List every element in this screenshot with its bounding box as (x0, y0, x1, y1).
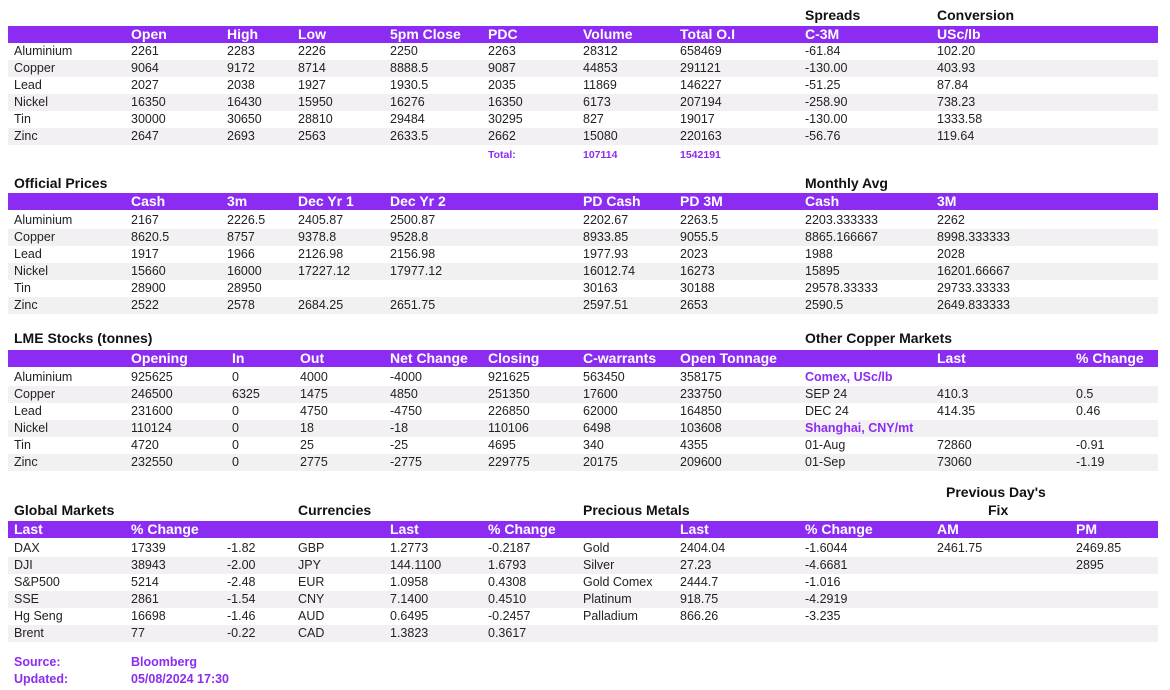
official-cell: 9378.8 (298, 230, 337, 244)
stocks-cell: 4720 (131, 438, 159, 452)
official-cell: 8998.333333 (937, 230, 1010, 244)
official-col-header: 3m (227, 193, 248, 209)
market-cell: 102.20 (937, 44, 976, 58)
global-col-header-change: % Change (131, 521, 199, 537)
currency-last: 0.6495 (390, 609, 429, 623)
official-col-header: PD 3M (680, 193, 723, 209)
market-cell: 403.93 (937, 61, 976, 75)
precious-col-header-last: Last (680, 521, 709, 537)
total-label: Total: (488, 149, 516, 161)
updated-value: 05/08/2024 17:30 (131, 672, 230, 686)
market-cell: 1927 (298, 78, 326, 92)
stocks-cell: 62000 (583, 404, 618, 418)
stocks-cell: 4695 (488, 438, 516, 452)
market-col-header: USc/lb (937, 26, 981, 42)
market-cell: 8888.5 (390, 61, 429, 75)
index-change: -1.46 (227, 609, 256, 623)
copper-change: 0.5 (1076, 387, 1094, 401)
market-col-header: Total O.I (680, 26, 735, 42)
metal-name: Lead (14, 247, 42, 261)
market-cell: 827 (583, 112, 604, 126)
stocks-cell: 226850 (488, 404, 530, 418)
market-cell: -56.76 (805, 129, 841, 143)
market-cell: 9087 (488, 61, 516, 75)
stocks-cell: 233750 (680, 387, 722, 401)
metal-name: Tin (14, 438, 31, 452)
market-cell: 44853 (583, 61, 618, 75)
precious-metals-title: Precious Metals (583, 502, 690, 518)
stocks-cell: 0 (232, 370, 239, 384)
official-cell: 1917 (131, 247, 159, 261)
stocks-cell: 0 (232, 421, 239, 435)
metal-name: Zinc (14, 455, 38, 469)
stocks-cell: 563450 (583, 370, 625, 384)
official-cell: 16273 (680, 264, 715, 278)
official-cell: 2156.98 (390, 247, 436, 261)
official-cell: 16201.66667 (937, 264, 1010, 278)
market-cell: 2563 (298, 129, 326, 143)
market-cell: 16430 (227, 95, 262, 109)
official-col-header: PD Cash (583, 193, 641, 209)
currency-code: CNY (298, 592, 325, 606)
metal-name: Nickel (14, 421, 49, 435)
official-cell: 1966 (227, 247, 255, 261)
official-cell: 2590.5 (805, 298, 844, 312)
copper-contract: SEP 24 (805, 387, 848, 401)
stocks-cell: 4355 (680, 438, 708, 452)
market-cell: 87.84 (937, 78, 969, 92)
precious-change: -3.235 (805, 609, 841, 623)
metal-name: Copper (14, 61, 55, 75)
official-cell: 30188 (680, 281, 715, 295)
precious-name: Platinum (583, 592, 632, 606)
bottom-row (8, 625, 1158, 642)
other-copper-title: Other Copper Markets (805, 330, 953, 346)
stocks-col-header: Opening (131, 350, 188, 366)
index-change: -1.54 (227, 592, 256, 606)
market-cell: -130.00 (805, 61, 848, 75)
stocks-cell: 110124 (131, 421, 172, 435)
stocks-cell: 6498 (583, 421, 611, 435)
fix-am: 2461.75 (937, 541, 983, 555)
market-cell: 28312 (583, 44, 618, 58)
market-cell: 2261 (131, 44, 159, 58)
market-cell: 146227 (680, 78, 722, 92)
currency-change: -0.2187 (488, 541, 531, 555)
official-cell: 2126.98 (298, 247, 344, 261)
official-prices-title: Official Prices (14, 175, 108, 191)
index-last: 16698 (131, 609, 166, 623)
currency-code: CAD (298, 626, 325, 640)
fix-col-header-pm: PM (1076, 521, 1097, 537)
currency-change: 0.4308 (488, 575, 527, 589)
official-cell: 17227.12 (298, 264, 351, 278)
copper-contract: 01-Sep (805, 455, 846, 469)
global-col-header-name: Last (14, 521, 43, 537)
official-cell: 2405.87 (298, 213, 344, 227)
index-last: 38943 (131, 558, 166, 572)
market-cell: 8714 (298, 61, 326, 75)
index-name: SSE (14, 592, 40, 606)
official-cell: 2578 (227, 298, 255, 312)
copper-last: 410.3 (937, 387, 969, 401)
copper-market-heading: Comex, USc/lb (805, 370, 893, 384)
copper-contract: DEC 24 (805, 404, 849, 418)
index-change: -1.82 (227, 541, 256, 555)
prev-fix-title-line2: Fix (988, 502, 1009, 518)
stocks-col-header: C-warrants (583, 350, 657, 366)
market-cell: 2226 (298, 44, 326, 58)
market-cell: 2283 (227, 44, 255, 58)
official-cell: 29578.33333 (805, 281, 878, 295)
source-label: Source: (14, 655, 61, 669)
market-cell: 2263 (488, 44, 516, 58)
official-cell: 9055.5 (680, 230, 719, 244)
currency-change: 0.4510 (488, 592, 527, 606)
currency-col-header-change: % Change (488, 521, 556, 537)
precious-change: -4.6681 (805, 558, 848, 572)
market-cell: 1930.5 (390, 78, 429, 92)
market-cell: -51.25 (805, 78, 841, 92)
stocks-cell: 4850 (390, 387, 418, 401)
stocks-cell: 1475 (300, 387, 328, 401)
market-cell: 15080 (583, 129, 618, 143)
currency-change: 1.6793 (488, 558, 527, 572)
stocks-cell: 232550 (131, 455, 173, 469)
monthly-avg-title: Monthly Avg (805, 175, 888, 191)
fix-pm: 2469.85 (1076, 541, 1122, 555)
currency-last: 1.0958 (390, 575, 429, 589)
market-col-header: Open (131, 26, 167, 42)
precious-change: -4.2919 (805, 592, 848, 606)
currency-change: -0.2457 (488, 609, 531, 623)
index-name: Hg Seng (14, 609, 63, 623)
stocks-cell: -25 (390, 438, 409, 452)
metal-name: Tin (14, 281, 31, 295)
market-cell: 30295 (488, 112, 523, 126)
stocks-cell: -4750 (390, 404, 422, 418)
market-cell: -61.84 (805, 44, 841, 58)
stocks-cell: 103608 (680, 421, 722, 435)
official-cell: 8620.5 (131, 230, 170, 244)
market-cell: 220163 (680, 129, 722, 143)
stocks-cell: 251350 (488, 387, 530, 401)
official-cell: 29733.33333 (937, 281, 1010, 295)
copper-last: 73060 (937, 455, 972, 469)
stocks-cell: 4000 (300, 370, 328, 384)
copper-change: -0.91 (1076, 438, 1105, 452)
market-cell: 2647 (131, 129, 159, 143)
precious-col-header-change: % Change (805, 521, 873, 537)
stocks-cell: 925625 (131, 370, 173, 384)
index-last: 2861 (131, 592, 159, 606)
market-cell: 16276 (390, 95, 425, 109)
official-cell: 2202.67 (583, 213, 629, 227)
official-col-header: Dec Yr 1 (298, 193, 354, 209)
official-cell: 2649.833333 (937, 298, 1010, 312)
updated-label: Updated: (14, 672, 69, 686)
global-markets-title: Global Markets (14, 502, 115, 518)
stocks-cell: 340 (583, 438, 604, 452)
stocks-col-header: In (232, 350, 245, 366)
index-name: DJI (14, 558, 33, 572)
market-col-header: 5pm Close (390, 26, 461, 42)
metal-name: Zinc (14, 298, 38, 312)
market-cell: 1333.58 (937, 112, 983, 126)
official-cell: 2651.75 (390, 298, 436, 312)
official-cell: 16000 (227, 264, 262, 278)
precious-last: 2404.04 (680, 541, 726, 555)
official-cell: 15660 (131, 264, 166, 278)
fix-col-header-am: AM (937, 521, 959, 537)
market-cell: 28810 (298, 112, 333, 126)
index-last: 5214 (131, 575, 159, 589)
market-cell: 738.23 (937, 95, 976, 109)
copper-change: -1.19 (1076, 455, 1105, 469)
stocks-col-header: Open Tonnage (680, 350, 777, 366)
stocks-cell: 17600 (583, 387, 618, 401)
stocks-cell: 246500 (131, 387, 173, 401)
official-cell: 2500.87 (390, 213, 436, 227)
currency-last: 7.1400 (390, 592, 429, 606)
official-cell: 15895 (805, 264, 840, 278)
official-col-header: Cash (131, 193, 166, 209)
stocks-cell: 0 (232, 438, 239, 452)
stocks-cell: 0 (232, 404, 239, 418)
official-cell: 2522 (131, 298, 159, 312)
stocks-cell: -4000 (390, 370, 422, 384)
market-cell: 291121 (680, 61, 721, 75)
market-cell: 2038 (227, 78, 255, 92)
official-cell: 28950 (227, 281, 262, 295)
market-cell: 29484 (390, 112, 425, 126)
market-col-header: C-3M (805, 26, 840, 42)
stocks-cell: 921625 (488, 370, 530, 384)
market-cell: 16350 (131, 95, 166, 109)
official-cell: 2653 (680, 298, 708, 312)
market-col-header: Low (298, 26, 326, 42)
market-col-header: PDC (488, 26, 518, 42)
stocks-cell: 110106 (488, 421, 529, 435)
market-cell: -258.90 (805, 95, 848, 109)
fix-pm: 2895 (1076, 558, 1104, 572)
market-cell: 9064 (131, 61, 159, 75)
metal-name: Lead (14, 78, 42, 92)
conversion-heading: Conversion (937, 7, 1015, 23)
market-cell: 2035 (488, 78, 516, 92)
precious-last: 27.23 (680, 558, 712, 572)
stocks-cell: 358175 (680, 370, 722, 384)
currency-code: JPY (298, 558, 321, 572)
official-cell: 9528.8 (390, 230, 429, 244)
index-change: -2.00 (227, 558, 256, 572)
currency-code: EUR (298, 575, 325, 589)
official-cell: 2226.5 (227, 213, 266, 227)
official-col-header: Cash (805, 193, 840, 209)
market-cell: -130.00 (805, 112, 848, 126)
copper-contract: 01-Aug (805, 438, 846, 452)
official-cell: 2684.25 (298, 298, 344, 312)
stocks-cell: 209600 (680, 455, 722, 469)
copper-last: 72860 (937, 438, 972, 452)
stocks-cell: 20175 (583, 455, 618, 469)
precious-name: Palladium (583, 609, 638, 623)
market-cell: 30000 (131, 112, 166, 126)
market-col-header: High (227, 26, 259, 42)
stocks-cell: 229775 (488, 455, 530, 469)
market-cell: 6173 (583, 95, 611, 109)
currency-last: 1.3823 (390, 626, 429, 640)
metal-name: Nickel (14, 264, 49, 278)
metal-name: Tin (14, 112, 31, 126)
stocks-cell: 18 (300, 421, 314, 435)
metal-name: Copper (14, 387, 55, 401)
index-name: DAX (14, 541, 40, 555)
official-cell: 8757 (227, 230, 255, 244)
market-cell: 16350 (488, 95, 523, 109)
market-cell: 2027 (131, 78, 159, 92)
precious-change: -1.016 (805, 575, 841, 589)
stocks-cell: -2775 (390, 455, 422, 469)
source-value: Bloomberg (131, 655, 197, 669)
official-cell: 17977.12 (390, 264, 443, 278)
index-name: Brent (14, 626, 44, 640)
lme-stocks-title: LME Stocks (tonnes) (14, 330, 153, 346)
market-cell: 119.64 (937, 129, 975, 143)
stocks-cell: 2775 (300, 455, 328, 469)
currency-change: 0.3617 (488, 626, 527, 640)
stocks-cell: 0 (232, 455, 239, 469)
spreads-heading: Spreads (805, 7, 861, 23)
copper-market-heading: Shanghai, CNY/mt (805, 421, 914, 435)
metal-name: Aluminium (14, 213, 73, 227)
metal-name: Aluminium (14, 44, 73, 58)
market-cell: 30650 (227, 112, 262, 126)
index-name: S&P500 (14, 575, 60, 589)
metal-name: Copper (14, 230, 55, 244)
precious-name: Silver (583, 558, 615, 572)
official-cell: 8865.166667 (805, 230, 878, 244)
currency-col-header-last: Last (390, 521, 419, 537)
stocks-col-header: Net Change (390, 350, 468, 366)
official-cell: 2262 (937, 213, 965, 227)
index-change: -0.22 (227, 626, 256, 640)
stocks-col-header: Closing (488, 350, 540, 366)
metal-name: Aluminium (14, 370, 73, 384)
metal-name: Lead (14, 404, 42, 418)
stocks-cell: 6325 (232, 387, 260, 401)
official-cell: 16012.74 (583, 264, 636, 278)
currency-last: 1.2773 (390, 541, 429, 555)
official-col-header: Dec Yr 2 (390, 193, 446, 209)
official-cell: 2203.333333 (805, 213, 878, 227)
official-cell: 1988 (805, 247, 833, 261)
precious-name: Gold Comex (583, 575, 653, 589)
official-cell: 2167 (131, 213, 159, 227)
market-cell: 2693 (227, 129, 255, 143)
copper-last: 414.35 (937, 404, 976, 418)
index-change: -2.48 (227, 575, 256, 589)
precious-change: -1.6044 (805, 541, 848, 555)
official-cell: 2028 (937, 247, 965, 261)
stocks-cell: 25 (300, 438, 314, 452)
total-volume: 107114 (583, 149, 618, 161)
market-cell: 207194 (680, 95, 722, 109)
precious-name: Gold (583, 541, 610, 555)
official-cell: 30163 (583, 281, 618, 295)
copper-col-header-change: % Change (1076, 350, 1144, 366)
metal-name: Zinc (14, 129, 38, 143)
market-cell: 2250 (390, 44, 418, 58)
index-last: 17339 (131, 541, 166, 555)
market-cell: 19017 (680, 112, 715, 126)
official-cell: 2263.5 (680, 213, 719, 227)
stocks-col-header: Out (300, 350, 325, 366)
market-col-header: Volume (583, 26, 633, 42)
stocks-cell: 4750 (300, 404, 328, 418)
official-col-header: 3M (937, 193, 957, 209)
official-cell: 2597.51 (583, 298, 629, 312)
market-cell: 2662 (488, 129, 516, 143)
total-open-interest: 1542191 (680, 149, 721, 161)
copper-change: 0.46 (1076, 404, 1101, 418)
precious-last: 866.26 (680, 609, 719, 623)
market-cell: 9172 (227, 61, 255, 75)
copper-col-header-last: Last (937, 350, 966, 366)
precious-last: 2444.7 (680, 575, 719, 589)
stocks-cell: 231600 (131, 404, 173, 418)
official-cell: 2023 (680, 247, 708, 261)
market-cell: 658469 (680, 44, 722, 58)
market-cell: 11869 (583, 78, 617, 92)
official-cell: 28900 (131, 281, 166, 295)
currency-last: 144.1100 (390, 558, 442, 572)
precious-last: 918.75 (680, 592, 719, 606)
currency-code: AUD (298, 609, 325, 623)
market-cell: 15950 (298, 95, 333, 109)
prev-fix-title-line1: Previous Day's (946, 484, 1046, 500)
official-cell: 1977.93 (583, 247, 629, 261)
market-cell: 2633.5 (390, 129, 429, 143)
currencies-title: Currencies (298, 502, 372, 518)
stocks-cell: -18 (390, 421, 409, 435)
metal-name: Nickel (14, 95, 49, 109)
official-cell: 8933.85 (583, 230, 629, 244)
currency-code: GBP (298, 541, 325, 555)
stocks-cell: 164850 (680, 404, 722, 418)
index-last: 77 (131, 626, 145, 640)
